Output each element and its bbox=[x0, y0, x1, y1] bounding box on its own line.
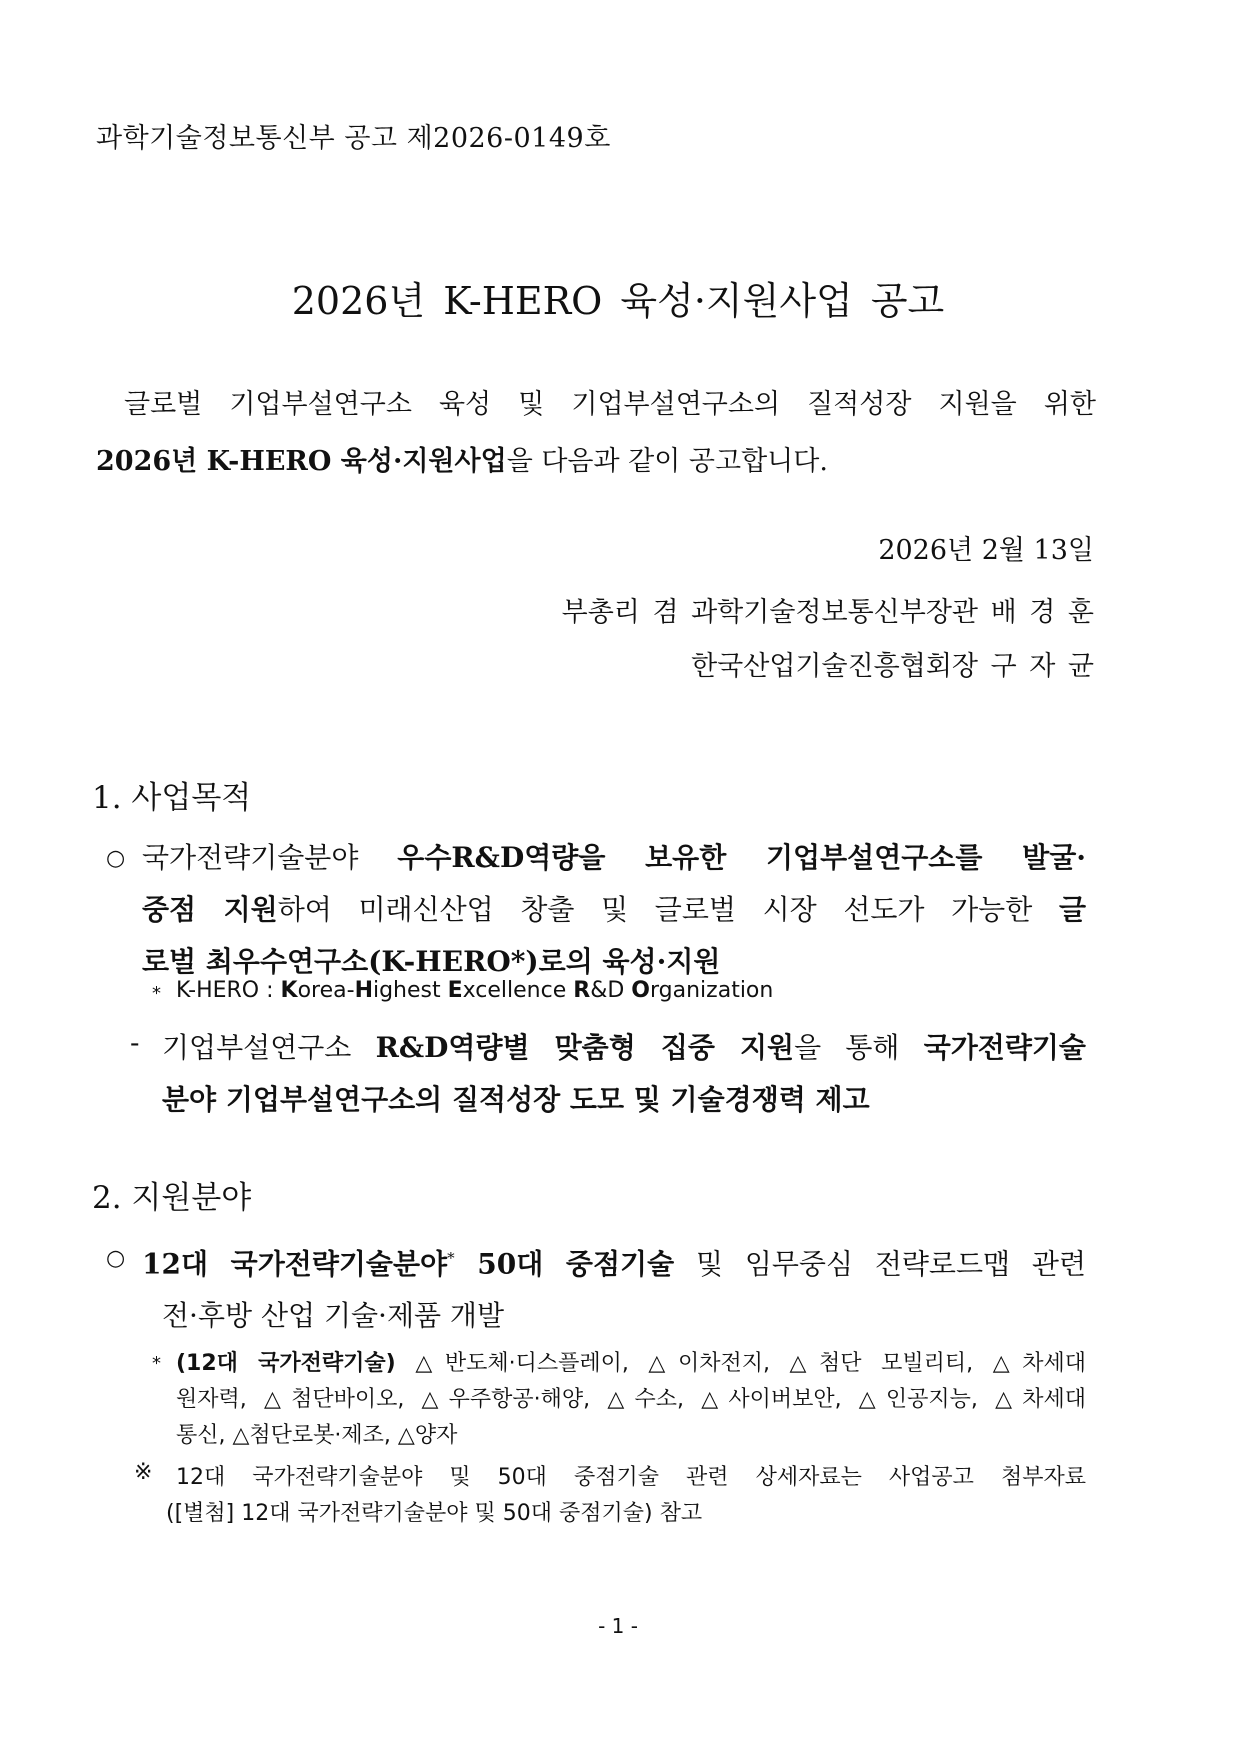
fn-text-6: rganization bbox=[650, 978, 774, 1003]
fn-text-5: &D bbox=[590, 978, 632, 1003]
s1-p1-bold-4: 로벌 최우수연구소(K-HERO*)로의 육성·지원 bbox=[142, 945, 721, 978]
section-1-paragraph-1 bbox=[142, 832, 1086, 988]
s1-p2-bold: R&D역량별 맞춤형 집중 지원 bbox=[375, 1031, 795, 1064]
page-number: - 1 - bbox=[598, 1614, 638, 1638]
signatory-minister: 부총리 겸 과학기술정보통신부장관 배 경 훈 bbox=[561, 597, 1094, 628]
intro-paragraph bbox=[96, 376, 1096, 490]
strategic-tech-note bbox=[176, 1346, 1086, 1454]
note-rest: △반도체·디스플레이, △이차전지, △첨단 모빌리티, △차세대 bbox=[395, 1351, 1086, 1376]
section-1-heading: 1. 사업목적 bbox=[92, 780, 252, 816]
fn-text-2: orea- bbox=[297, 978, 355, 1003]
s2-p1-sup: * bbox=[447, 1249, 455, 1267]
s2-p1-bold-2: 50대 중점기술 bbox=[454, 1247, 675, 1281]
s2-p1-line-2: 전·후방 산업 기술·제품 개발 bbox=[162, 1299, 505, 1333]
s1-p1-bold: 우수R&D역량을 보유한 기업부설연구소를 발굴· bbox=[397, 841, 1086, 874]
s1-p1-line-2 bbox=[142, 884, 1086, 936]
s2-p1-text: 및 임무중심 전략로드맵 관련 bbox=[674, 1247, 1086, 1281]
s1-p2-bold-3: 분야 기업부설연구소의 질적성장 도모 및 기술경쟁력 제고 bbox=[162, 1083, 870, 1116]
note-bold: (12대 국가전략기술) bbox=[176, 1351, 396, 1376]
fn-bold-h: H bbox=[354, 978, 373, 1003]
note-line-2: 원자력, △첨단바이오, △우주항공·해양, △수소, △사이버보안, △인공지능, △차세대 bbox=[176, 1387, 1086, 1412]
fn-bold-r: R bbox=[573, 978, 591, 1003]
intro-rest-text: 을 다음과 같이 공고합니다. bbox=[506, 446, 828, 477]
footnote-asterisk: * bbox=[152, 983, 161, 1004]
fn-bold-e: E bbox=[447, 978, 463, 1003]
s1-p1-bold-2: 중점 지원 bbox=[142, 893, 278, 926]
fn-k: K bbox=[176, 978, 189, 1003]
s1-p1-line-1 bbox=[142, 832, 1086, 884]
s1-p2-bold-2: 국가전략기술 bbox=[923, 1031, 1086, 1064]
fn-text-1: -HERO : bbox=[188, 978, 281, 1003]
notice-date: 2026년 2월 13일 bbox=[878, 535, 1094, 566]
fn-bold-o: O bbox=[631, 978, 650, 1003]
k-hero-footnote bbox=[176, 978, 773, 1003]
s1-p1-bold-3: 글 bbox=[1058, 893, 1086, 926]
reference-mark-icon: ※ bbox=[134, 1460, 153, 1485]
notice-number: 과학기술정보통신부 공고 제2026-0149호 bbox=[96, 123, 611, 154]
ref-line-1: 12대 국가전략기술분야 및 50대 중점기술 관련 상세자료는 사업공고 첨부자료 bbox=[176, 1465, 1086, 1490]
circle-bullet-icon: ○ bbox=[106, 846, 126, 871]
s1-p2-line-2 bbox=[162, 1074, 1086, 1126]
reference-note bbox=[166, 1460, 1086, 1532]
note-line-1 bbox=[176, 1346, 1086, 1382]
dash-bullet-icon: - bbox=[130, 1026, 140, 1059]
note-line-3: 통신, △첨단로봇·제조, △양자 bbox=[176, 1423, 458, 1448]
fn-bold-k: K bbox=[280, 978, 298, 1003]
s1-p1-text-2: 하여 미래신산업 창출 및 글로벌 시장 선도가 가능한 bbox=[277, 893, 1059, 926]
fn-text-3: ighest bbox=[372, 978, 448, 1003]
intro-line-1: 글로벌 기업부설연구소 육성 및 기업부설연구소의 질적성장 지원을 위한 bbox=[124, 389, 1096, 420]
circle-bullet-icon: ○ bbox=[106, 1246, 126, 1271]
note-asterisk: * bbox=[152, 1353, 161, 1374]
signatory-association: 한국산업기술진흥협회장 구 자 균 bbox=[691, 651, 1094, 682]
section-2-paragraph-1 bbox=[142, 1232, 1086, 1342]
s1-p2-text: 기업부설연구소 bbox=[162, 1031, 376, 1064]
s1-p2-text-2: 을 통해 bbox=[794, 1031, 924, 1064]
intro-line-2 bbox=[96, 433, 1096, 490]
page-title: 2026년 K-HERO 육성·지원사업 공고 bbox=[291, 279, 945, 323]
ref-line-2: ([별첨] 12대 국가전략기술분야 및 50대 중점기술) 참고 bbox=[166, 1501, 703, 1526]
fn-text-4: xcellence bbox=[462, 978, 574, 1003]
section-2-heading: 2. 지원분야 bbox=[92, 1180, 252, 1216]
s1-p2-line-1 bbox=[162, 1022, 1086, 1074]
intro-bold-text: 2026년 K-HERO 육성·지원사업 bbox=[96, 446, 507, 477]
s1-p1-text: 국가전략기술분야 bbox=[142, 841, 398, 874]
s2-p1-bold: 12대 국가전략기술분야 bbox=[142, 1247, 448, 1281]
s2-p1-line-1 bbox=[142, 1232, 1086, 1290]
section-1-paragraph-2 bbox=[162, 1022, 1086, 1126]
